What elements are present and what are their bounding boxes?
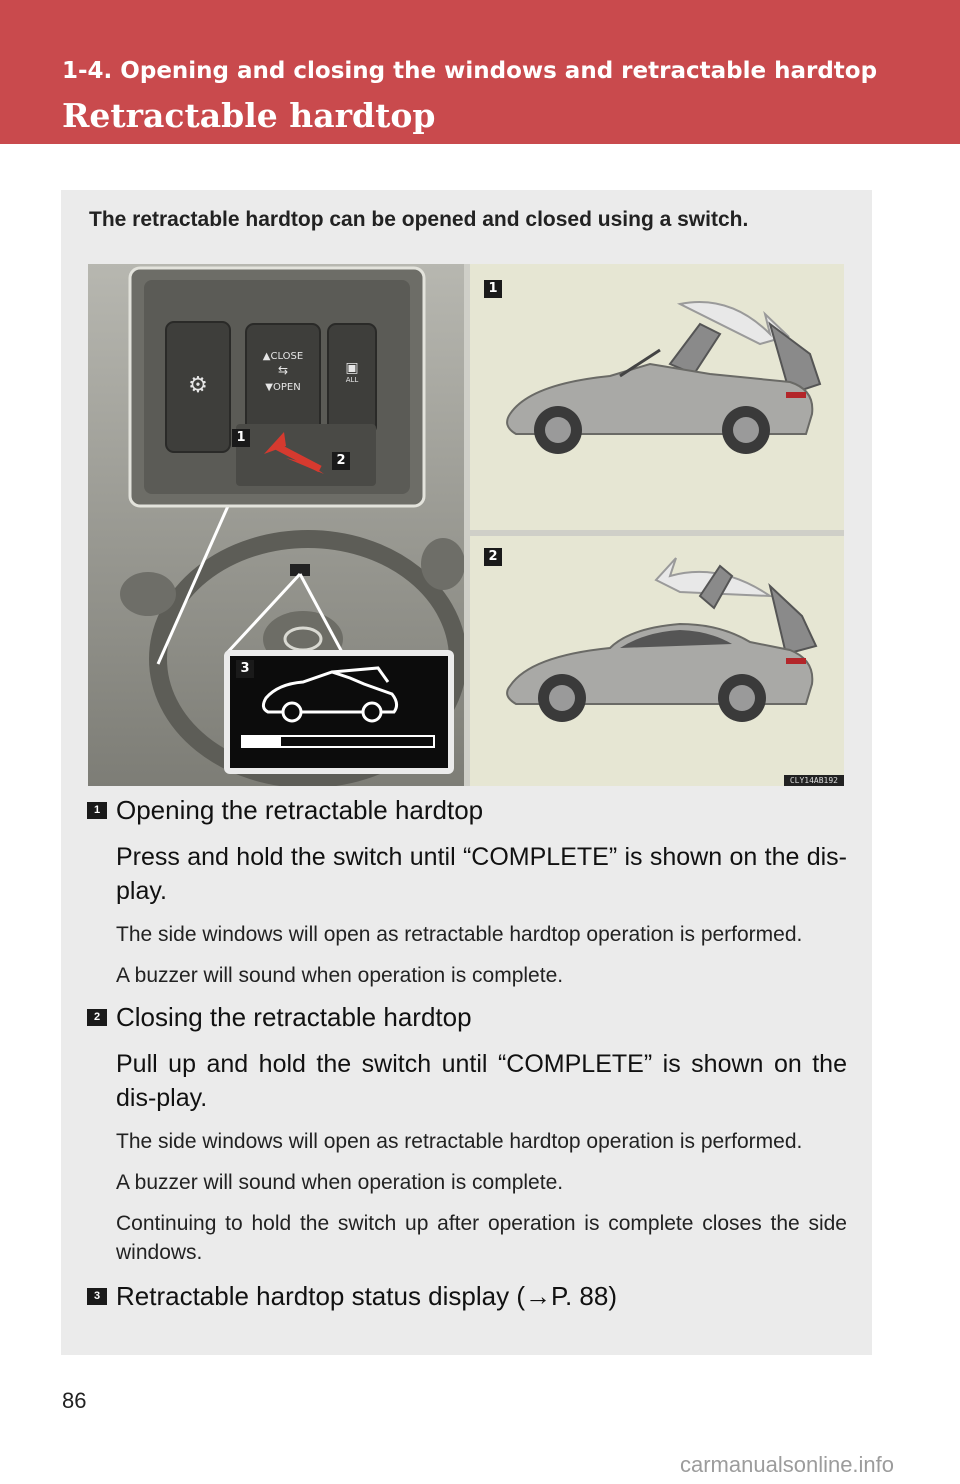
item-1-number: 1 <box>87 802 107 819</box>
content-panel <box>61 190 872 1355</box>
chapter-header <box>0 0 960 144</box>
section-title: 1-4. Opening and closing the windows and retractable hardtop <box>62 58 878 84</box>
svg-text:⇆: ⇆ <box>277 363 289 377</box>
switch-all-label: ALL <box>345 376 359 384</box>
svg-text:⚙: ⚙ <box>188 373 208 398</box>
item-1-title: Opening the retractable hardtop <box>116 795 484 825</box>
switch-open-label: ▼OPEN <box>265 382 301 393</box>
item-2-note-2: A buzzer will sound when operation is complete. <box>116 1171 564 1194</box>
figure-code: CLY14AB192 <box>784 775 844 786</box>
callout-3-display: 3 <box>236 660 254 678</box>
callout-1-switch: 1 <box>232 429 250 447</box>
car-close-drawing <box>470 536 844 786</box>
item-3-title: Retractable hardtop status display (→P. 88) <box>116 1281 618 1311</box>
panel-1-badge: 1 <box>484 280 502 298</box>
item-1-note-2: A buzzer will sound when operation is complete. <box>116 964 564 987</box>
item-3-heading <box>87 1279 847 1313</box>
opening-car-illustration <box>470 264 844 530</box>
page-title: Retractable hardtop <box>62 96 436 135</box>
item-2-heading <box>87 1000 847 1034</box>
item-2-note-3: Continuing to hold the switch up after operation is complete closes the side windows. <box>116 1212 847 1264</box>
item-2-title: Closing the retractable hardtop <box>116 1002 472 1032</box>
item-1-note-1: The side windows will open as retractable hardtop operation is performed. <box>116 923 803 946</box>
item-2-note-1: The side windows will open as retractable hardtop operation is performed. <box>116 1130 803 1153</box>
item-3-number: 3 <box>87 1288 107 1305</box>
item-2-number: 2 <box>87 1009 107 1026</box>
closing-car-illustration <box>470 536 844 786</box>
callout-2-switch: 2 <box>332 452 350 470</box>
svg-text:▣: ▣ <box>345 360 359 376</box>
item-1-instruction: Press and hold the switch until “COMPLETE” is shown on the dis-play. <box>116 843 847 905</box>
panel-2-badge: 2 <box>484 548 502 566</box>
switch-close-label: ▲CLOSE <box>262 351 304 362</box>
item-1-heading <box>87 793 847 827</box>
illustration <box>88 264 844 786</box>
instructions <box>87 793 847 1313</box>
dashboard-illustration <box>88 264 464 786</box>
dashboard-drawing <box>88 264 464 786</box>
intro-text: The retractable hardtop can be opened and closed using a switch. <box>89 208 749 231</box>
car-open-drawing <box>470 264 844 530</box>
item-2-instruction: Pull up and hold the switch until “COMPLETE” is shown on the dis-play. <box>116 1050 847 1112</box>
watermark: carmanualsonline.info <box>680 1452 895 1477</box>
page-number: 86 <box>62 1388 87 1413</box>
